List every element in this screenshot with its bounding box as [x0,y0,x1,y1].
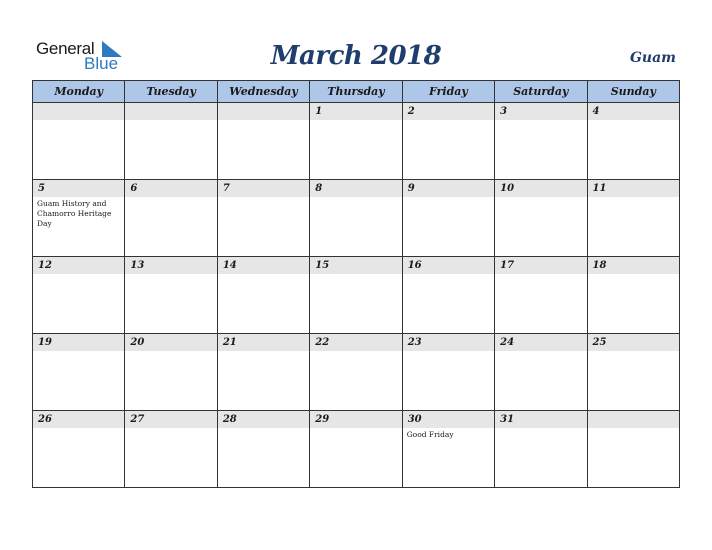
day-cell [402,103,494,180]
weekday-header: Tuesday [125,81,217,103]
day-number: 22 [310,334,401,351]
day-number: 10 [495,180,586,197]
day-number [588,411,679,428]
weekday-header: Wednesday [217,81,309,103]
day-cell [33,257,125,334]
day-number: 13 [125,257,216,274]
weekday-header: Friday [402,81,494,103]
day-cell [402,334,494,411]
day-cell [587,103,679,180]
day-cell [402,411,494,488]
day-number: 5 [33,180,124,197]
day-cell [402,180,494,257]
holiday-label: Good Friday [406,430,454,439]
day-number: 19 [33,334,124,351]
day-number: 11 [588,180,679,197]
day-number [33,103,124,120]
month-calendar [32,80,680,488]
day-number: 31 [495,411,586,428]
day-number: 14 [218,257,309,274]
day-cell [402,257,494,334]
day-number: 27 [125,411,216,428]
week-row [33,334,680,411]
day-number: 24 [495,334,586,351]
day-cell [587,411,679,488]
day-number: 16 [403,257,494,274]
day-number [218,103,309,120]
day-number: 25 [588,334,679,351]
day-number: 12 [33,257,124,274]
day-cell [495,103,587,180]
day-cell [495,411,587,488]
day-cell [217,411,309,488]
weekday-header: Monday [33,81,125,103]
day-number: 21 [218,334,309,351]
day-number: 23 [403,334,494,351]
day-number: 6 [125,180,216,197]
day-number: 15 [310,257,401,274]
day-number [125,103,216,120]
day-number: 3 [495,103,586,120]
logo-blue-text: Blue [84,54,119,73]
holiday-label: Guam History and Chamorro Heritage Day [37,199,112,228]
logo-general-text: General [36,39,95,58]
day-cell [495,334,587,411]
day-number: 9 [403,180,494,197]
day-cell [125,103,217,180]
weekday-header: Thursday [310,81,402,103]
day-cell [125,180,217,257]
day-cell [217,180,309,257]
day-cell [217,257,309,334]
day-cell [125,257,217,334]
day-number: 17 [495,257,586,274]
day-cell [310,180,402,257]
day-cell [33,334,125,411]
day-cell [125,411,217,488]
day-number: 4 [588,103,679,120]
day-cell [310,411,402,488]
day-number: 18 [588,257,679,274]
day-cell [495,180,587,257]
day-number: 7 [218,180,309,197]
day-cell [33,180,125,257]
day-number: 8 [310,180,401,197]
day-cell [310,103,402,180]
region-label: Guam [629,50,676,66]
day-number: 1 [310,103,401,120]
day-number: 29 [310,411,401,428]
day-cell [125,334,217,411]
day-number: 30 [403,411,494,428]
week-row [33,411,680,488]
day-cell [587,334,679,411]
day-cell [587,180,679,257]
day-cell [495,257,587,334]
day-cell [33,411,125,488]
day-cell [217,103,309,180]
day-cell [310,334,402,411]
weekday-header: Sunday [587,81,679,103]
day-number: 20 [125,334,216,351]
day-number: 26 [33,411,124,428]
weekday-header-row [33,81,680,103]
week-row [33,180,680,257]
day-cell [217,334,309,411]
day-number: 28 [218,411,309,428]
day-number: 2 [403,103,494,120]
day-cell [587,257,679,334]
week-row [33,103,680,180]
weekday-header: Saturday [495,81,587,103]
week-row [33,257,680,334]
day-cell [33,103,125,180]
day-cell [310,257,402,334]
calendar-title: March 2018 [270,41,442,71]
